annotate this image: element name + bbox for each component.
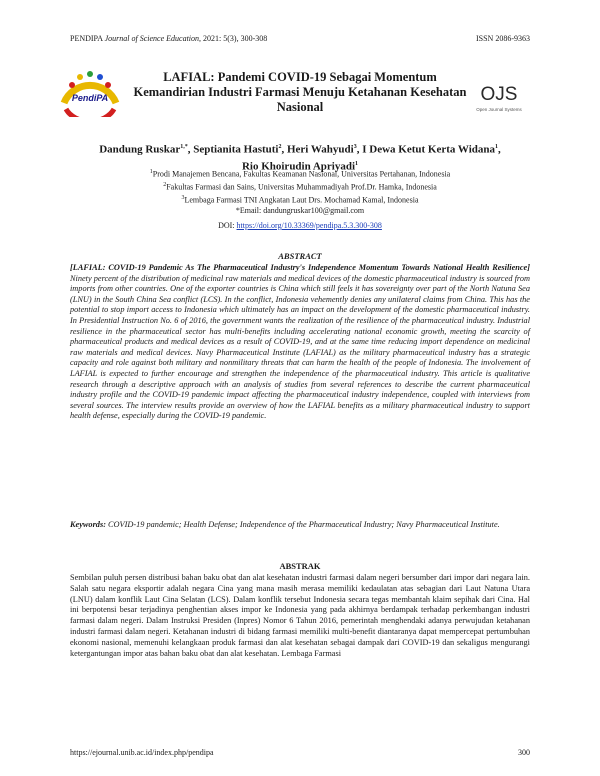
keywords bbox=[70, 520, 530, 531]
affiliation-line bbox=[70, 167, 530, 180]
ojs-subtext: Open Journal Systems bbox=[476, 107, 522, 112]
author-list: Dandung Ruskar$^{1,*}$, Septianita Hastuti$^2$, Heri Wahyudi$^3$, I Dewa Ketut Kerta Widana$^1$, Rio Khoirudin Apriyadi$^1$ bbox=[99, 143, 501, 173]
journal-prefix: PENDIPA bbox=[70, 34, 103, 43]
journal-volume: , 2021: 5(3), 300-308 bbox=[199, 34, 268, 43]
abstrak-body: Sembilan puluh persen distribusi bahan baku obat dan alat kesehatan industri farmasi dalam negeri bersumber dari impor dari negara lain. Salah satu negara eksportir adalah negara Cina yang mana masih merasa memiliki kedaulatan atas sebagian dari Laut Natuna Utara (LNU) dalam konflik Laut Cina Selatan (LCS). Dalam konflik tersebut Indonesia secara tegas membantah klaim sepihak dari Cina. Hal ini berpotensi besar terjadinya penghentian akses impor ke Indonesia yang pada akhirnya berdampak terhadap perkembangan industri farmasi dalam negeri. Dalam Instruksi Presiden (Inpres) Nomor 6 Tahun 2016, pemerintah menghendaki adanya perwujudan ketahanan industri farmasi dalam negeri. Ketahanan industri di bidang farmasi memiliki multi-benefit diantaranya dapat mempercepat pertumbuhan ekonomi nasional, memenuhi kelangkaan produk farmasi dan alat kesehatan sebagai dampak dari COVID-19 dan sekaligus mengurangi ketergantungan impor atas bahan baku obat dan alat kesehatan. Lembaga Farmasi bbox=[70, 573, 530, 658]
abstract-title: [LAFIAL: COVID-19 Pandemic As The Pharmaceutical Industry's Independence Momentum Towards National Health Resilience] bbox=[70, 263, 530, 272]
doi-link[interactable]: https://doi.org/10.33369/pendipa.5.3.300-308 bbox=[236, 221, 382, 230]
abstrak-heading: ABSTRAK bbox=[279, 561, 321, 571]
affiliation-mark: 3 bbox=[181, 195, 185, 202]
abstract-text: Ninety percent of the distribution of medicinal raw materials and medical devices of the domestic pharmaceutical industry is sourced from imports from other countries. One of the exporter countries is China which still feels it has sovereignty over part of the North Natuna Sea (LNU) in the South China Sea conflict (LCS). In the conflict, Indonesia vehemently denies any unilateral claims from China. This has the potential to stop import access to Indonesia which ultimately has an impact on the development of the domestic pharmaceutical industry. In Presidential Instruction No. 6 of 2016, the government wants the realization of the resilience of the pharmaceutical industry. Industrial resilience in the pharmaceutical sector has multi-benefits including accelerating national economic growth, meeting the scarcity of pharmaceutical products and medical devices as a result of COVID-19, and at the same time reducing import dependence on medicinal raw materials and medical devices. Navy Pharmaceutical Institute (LAFIAL) as the military pharmaceutical industry has a strategic capacity and role against both military and nonmilitary threats that can harm the health of the people of Indonesia. The involvement of LAFIAL is expected to further encourage and strengthen the independence of the pharmaceutical industry. This article is qualitative research through a descriptive approach with an analysis of studies from several references to describe the current pharmaceutical industry profile and the COVID-19 pandemic impact affecting the pharmaceutical industry independence, coupled with interviews from several sources. The interview results provide an overview of how the LAFIAL benefits as a military pharmaceutical industry to support health defense, especially during the COVID-19 pandemic. bbox=[70, 273, 530, 421]
logo-text: PendiPA bbox=[71, 93, 109, 103]
author-name: Dandung Ruskar bbox=[99, 143, 181, 156]
affiliations bbox=[70, 167, 530, 217]
author-name: I Dewa Ketut Kerta Widana bbox=[362, 143, 496, 156]
author-affil-mark: 1 bbox=[355, 160, 359, 167]
ojs-logo bbox=[470, 80, 528, 114]
issn: ISSN 2086-9363 bbox=[475, 34, 530, 43]
abstract-body bbox=[70, 263, 530, 422]
corresponding-email: *Email: dandungruskar100@gmail.com bbox=[235, 206, 365, 216]
article-title: LAFIAL: Pandemi COVID-19 Sebagai Momentum Kemandirian Industri Farmasi Menuju Ketahanan Kesehatan Nasional bbox=[133, 70, 467, 114]
running-header bbox=[70, 34, 267, 43]
affiliation-line bbox=[70, 193, 530, 206]
footer-url: https://ejournal.unib.ac.id/index.php/pendipa bbox=[70, 748, 214, 757]
author-affil-mark: 2 bbox=[278, 144, 282, 150]
affiliation-text: Prodi Manajemen Bencana, Fakultas Keamanan Nasional, Universitas Pertahanan, Indonesia bbox=[152, 169, 451, 179]
author-affil-mark: 1,* bbox=[180, 144, 188, 150]
pendipa-logo bbox=[58, 63, 122, 117]
author-affil-mark: 1 bbox=[495, 144, 499, 150]
author-name: Rio Khoirudin Apriyadi bbox=[241, 160, 356, 173]
author-name: Heri Wahyudi bbox=[286, 143, 354, 156]
page-number: 300 bbox=[518, 748, 530, 757]
doi bbox=[70, 221, 530, 230]
affiliation-line bbox=[70, 180, 530, 193]
author-affil-mark: 3 bbox=[353, 144, 357, 150]
ojs-text: OJS bbox=[480, 84, 518, 105]
affiliation-text: Fakultas Farmasi dan Sains, Universitas Muhammadiyah Prof.Dr. Hamka, Indonesia bbox=[166, 182, 437, 192]
doi-label: DOI: bbox=[218, 221, 235, 230]
keywords-text: COVID-19 pandemic; Health Defense; Independence of the Pharmaceutical Industry; Navy Pharmaceutical Institute. bbox=[105, 520, 500, 529]
abstract-heading: ABSTRACT bbox=[278, 251, 322, 261]
affiliation-mark: 1 bbox=[149, 169, 153, 175]
affiliation-text: Lembaga Farmasi TNI Angkatan Laut Drs. Mochamad Kamal, Indonesia bbox=[184, 195, 419, 205]
keywords-label: Keywords: bbox=[70, 520, 106, 529]
affiliation-mark: 2 bbox=[163, 182, 167, 189]
author-name: Septianita Hastuti bbox=[193, 143, 279, 156]
journal-name: Journal of Science Education bbox=[104, 34, 200, 43]
